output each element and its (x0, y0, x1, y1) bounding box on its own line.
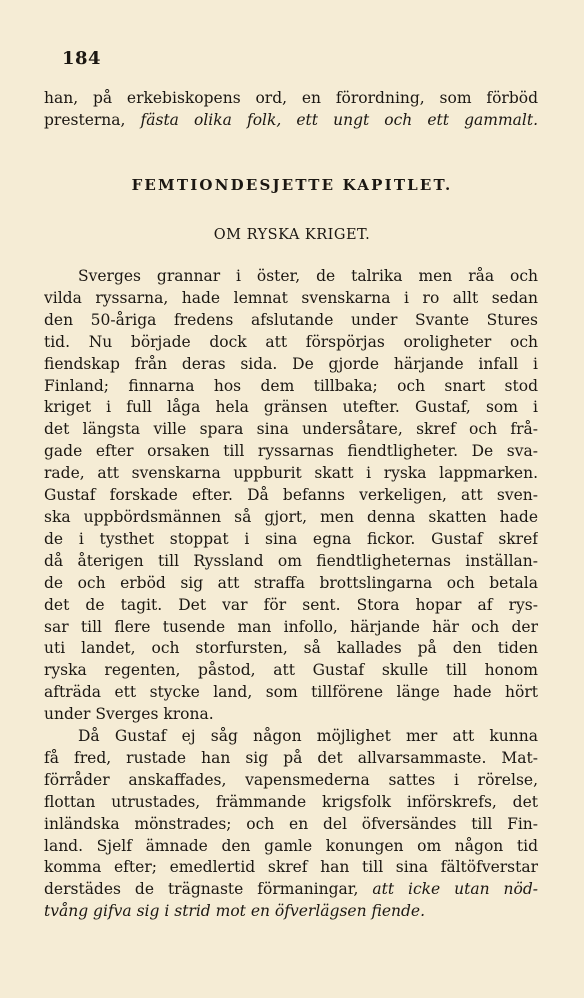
text-line: rade, att svenskarna uppburit skatt i ryska lappmarken. (44, 464, 538, 483)
text-span: presterna, (44, 110, 141, 129)
text-line: de i tysthet stoppat i sina egna fickor. Gustaf skref (44, 529, 538, 548)
text-line: flottan utrustades, främmande krigsfolk införskrefs, det (44, 792, 538, 811)
text-line: land. Sjelf ämnade den gamle konungen om någon tid (44, 836, 538, 855)
text-line (44, 879, 538, 901)
text-line: afträda ett stycke land, som tillförene länge hade hört (44, 683, 538, 702)
text-line: det de tagit. Det var för sent. Stora hopar af rys- (44, 595, 538, 614)
text-line: Då Gustaf ej såg någon möjlighet mer att kunna (78, 727, 538, 746)
text-line: då återigen till Ryssland om fiendtligheternas inställan- (44, 551, 538, 570)
chapter-subtitle: OM RYSKA KRIGET. (213, 227, 371, 243)
italic-text: fästa olika folk, ett ungt och ett gammalt. (140, 110, 538, 129)
page-number: 184 (62, 48, 102, 69)
text-line: Sverges grannar i öster, de talrika men råa och (78, 267, 538, 285)
text-line (44, 901, 538, 923)
text-line: fiendskap från deras sida. De gjorde härjande infall i (44, 354, 538, 373)
text-line: ska uppbördsmännen så gjort, men denna skatten hade (44, 507, 538, 526)
body-text (44, 266, 538, 923)
text-line: komma efter; emedlertid skref han till sina fältöfverstar (44, 858, 538, 877)
text-line: uti landet, och storfursten, så kallades på den tiden (44, 639, 538, 658)
intro-text (44, 88, 538, 132)
text-line: ryska regenten, påstod, att Gustaf skulle till honom (44, 661, 538, 680)
text-line: han, på erkebiskopens ord, en förordning, som förböd (44, 89, 538, 107)
text-line: få fred, rustade han sig på det allvarsammaste. Mat- (44, 748, 538, 767)
text-line: kriget i full låga hela gränsen utefter. Gustaf, som i (44, 398, 538, 417)
chapter-title: FEMTIONDESJETTE KAPITLET. (131, 176, 453, 194)
text-line: förråder anskaffades, vapensmederna sattes i rörelse, (44, 770, 538, 789)
text-line: vilda ryssarna, hade lemnat svenskarna i ro allt sedan (44, 288, 538, 307)
text-line (44, 110, 538, 132)
text-line: det längsta ville spara sina undersåtare, skref och frå- (44, 420, 538, 439)
text-line: Gustaf forskade efter. Då befanns verkeligen, att sven- (44, 486, 538, 505)
text-line: inländska mönstrades; och en del öfversändes till Fin- (44, 814, 538, 833)
text-line: de och erböd sig att straffa brottslingarna och betala (44, 573, 538, 592)
text-line: gade efter orsaken till ryssarnas fiendtligheter. De sva- (44, 442, 538, 461)
text-line: Finland; finnarna hos dem tillbaka; och snart stod (44, 376, 538, 395)
italic-text: att icke utan nöd- (372, 880, 538, 899)
text-line: under Sverges krona. (44, 705, 214, 724)
italic-text: tvång gifva sig i strid mot en öfverlägsen fiende. (44, 902, 425, 921)
text-line: sar till flere tusende man infollo, härjande här och der (44, 617, 538, 636)
text-span: derstädes de trägnaste förmaningar, (44, 880, 373, 899)
text-line: den 50-åriga fredens afslutande under Svante Stures (44, 310, 538, 329)
text-line: tid. Nu började dock att förspörjas oroligheter och (44, 332, 538, 351)
